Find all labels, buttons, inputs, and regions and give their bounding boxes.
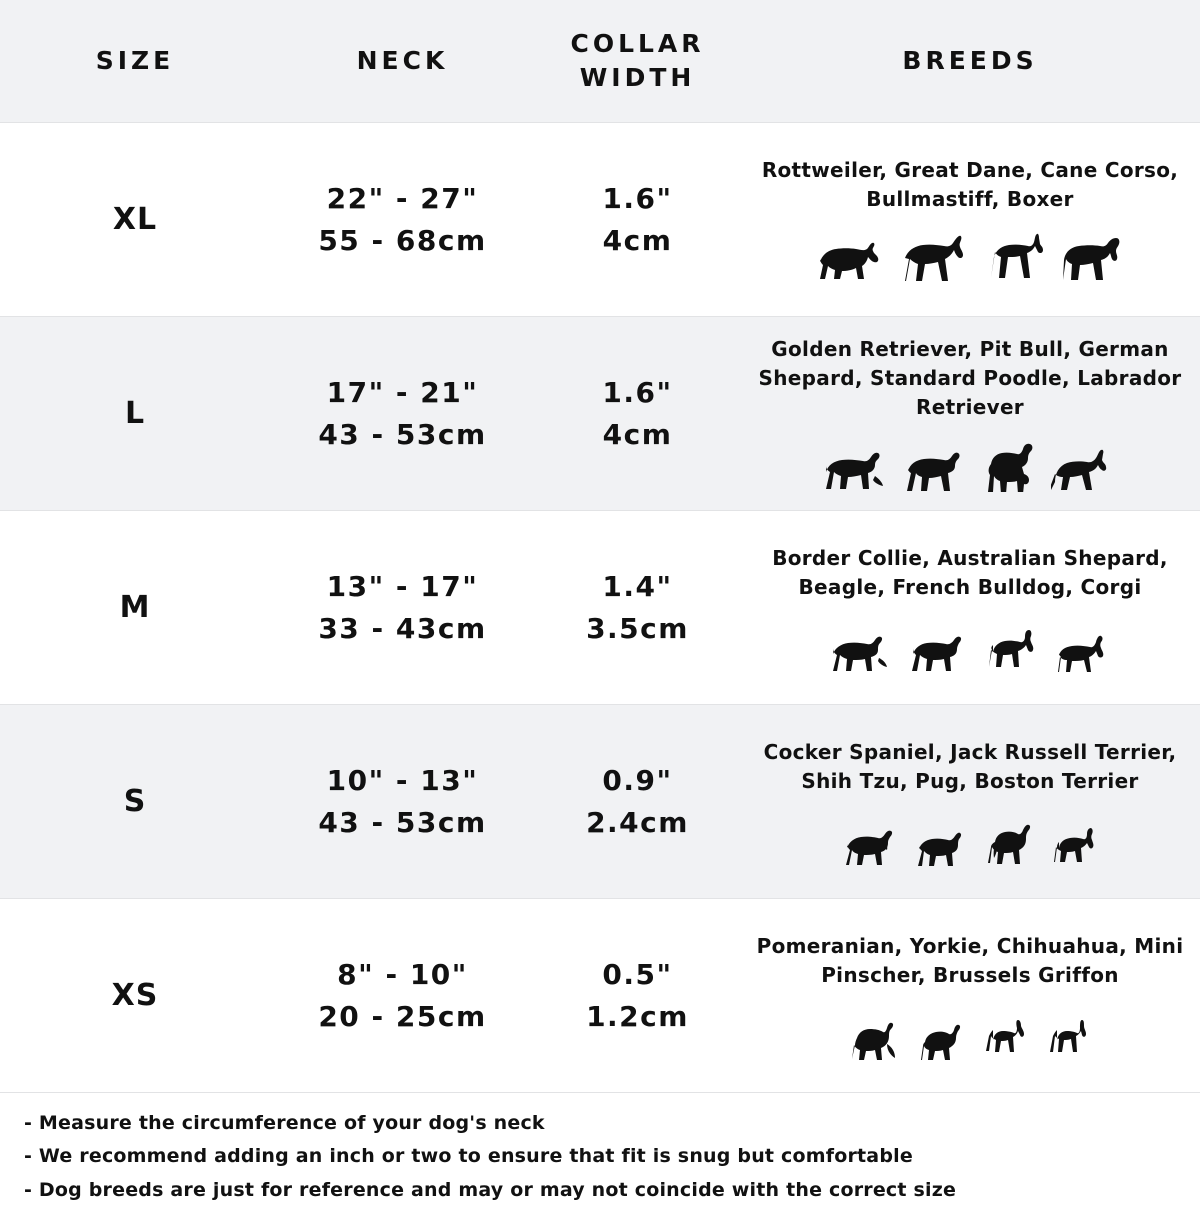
neck-cm: 20 - 25cm — [318, 999, 487, 1033]
table-row — [0, 122, 1200, 316]
breed-silhouettes — [841, 804, 1099, 866]
rottweiler-silhouette — [814, 232, 886, 284]
neck-cm: 55 - 68cm — [318, 223, 487, 257]
header-neck: NECK — [356, 46, 449, 76]
french-bulldog-silhouette — [983, 628, 1037, 672]
header-collar-width-line1: COLLAR — [570, 29, 705, 59]
poodle-silhouette — [981, 442, 1037, 492]
row-collar-width — [535, 954, 740, 1038]
breeds-text: Pomeranian, Yorkie, Chihuahua, Mini Pinscher, Brussels Griffon — [756, 933, 1184, 987]
row-neck — [270, 178, 535, 262]
row-neck — [270, 372, 535, 456]
row-collar-width — [535, 372, 740, 456]
mini-pinscher-silhouette — [1045, 1016, 1093, 1060]
breed-silhouettes — [814, 222, 1126, 284]
pomeranian-silhouette — [847, 1016, 901, 1060]
neck-inches: 10" - 13" — [326, 763, 479, 797]
neck-cm: 43 - 53cm — [318, 805, 487, 839]
size-label: XS — [111, 978, 159, 1013]
header-collar-width-line2: WIDTH — [579, 63, 696, 92]
neck-inches: 17" - 21" — [326, 375, 479, 409]
neck-inches: 8" - 10" — [337, 957, 468, 991]
table-row — [0, 510, 1200, 704]
shih-tzu-silhouette — [983, 822, 1035, 866]
header-size: SIZE — [95, 46, 175, 76]
german-shepherd-silhouette — [1051, 444, 1119, 492]
breed-silhouettes — [829, 610, 1111, 672]
header-breeds: BREEDS — [902, 46, 1038, 76]
row-collar-width — [535, 566, 740, 650]
row-size — [0, 590, 270, 625]
row-collar-width — [535, 760, 740, 844]
row-neck — [270, 954, 535, 1038]
size-label: M — [119, 590, 151, 625]
bullmastiff-silhouette — [1058, 232, 1126, 284]
corgi-silhouette — [1051, 630, 1111, 672]
table-row — [0, 704, 1200, 898]
row-size — [0, 396, 270, 431]
cocker-spaniel-silhouette — [841, 824, 899, 866]
labrador-silhouette — [903, 446, 967, 492]
width-inches: 1.6" — [602, 181, 673, 215]
beagle-silhouette — [907, 630, 969, 672]
breed-silhouettes — [847, 998, 1093, 1060]
width-cm: 1.2cm — [586, 999, 689, 1033]
row-breeds — [740, 544, 1200, 672]
width-cm: 3.5cm — [586, 611, 689, 645]
width-inches: 1.6" — [602, 375, 673, 409]
footnote-item: - Dog breeds are just for reference and may or may not coincide with the correct size — [24, 1178, 957, 1201]
row-breeds — [740, 932, 1200, 1060]
row-collar-width — [535, 178, 740, 262]
breeds-text: Cocker Spaniel, Jack Russell Terrier, Shih Tzu, Pug, Boston Terrier — [763, 739, 1177, 793]
yorkie-silhouette — [915, 1018, 967, 1060]
border-collie-silhouette — [829, 630, 893, 672]
size-label: S — [123, 784, 147, 819]
header-collar-width — [535, 27, 740, 95]
footnotes — [0, 1092, 1200, 1207]
width-cm: 2.4cm — [586, 805, 689, 839]
jack-russell-silhouette — [913, 824, 969, 866]
size-label: L — [124, 396, 146, 431]
row-neck — [270, 566, 535, 650]
table-row — [0, 316, 1200, 510]
breed-silhouettes — [821, 430, 1119, 492]
row-size — [0, 784, 270, 819]
table-header-row — [0, 0, 1200, 122]
footnote-item: - We recommend adding an inch or two to ensure that fit is snug but comfortable — [24, 1145, 913, 1168]
breeds-text: Border Collie, Australian Shepard, Beagle, French Bulldog, Corgi — [772, 545, 1168, 599]
chihuahua-silhouette — [981, 1016, 1031, 1060]
row-breeds — [740, 738, 1200, 866]
neck-inches: 22" - 27" — [326, 181, 479, 215]
size-label: XL — [112, 202, 158, 237]
row-breeds — [740, 335, 1200, 492]
width-cm: 4cm — [602, 223, 673, 257]
footnote-item: - Measure the circumference of your dog's neck — [24, 1112, 545, 1134]
great-dane-silhouette — [900, 232, 972, 284]
row-neck — [270, 760, 535, 844]
row-size — [0, 202, 270, 237]
width-inches: 0.9" — [602, 763, 673, 797]
neck-inches: 13" - 17" — [326, 569, 479, 603]
width-inches: 0.5" — [602, 957, 673, 991]
doberman-silhouette — [986, 232, 1044, 284]
width-inches: 1.4" — [602, 569, 673, 603]
neck-cm: 43 - 53cm — [318, 417, 487, 451]
row-breeds — [740, 156, 1200, 284]
breeds-text: Golden Retriever, Pit Bull, German Shepard, Standard Poodle, Labrador Retriever — [758, 337, 1182, 419]
width-cm: 4cm — [602, 417, 673, 451]
table-row — [0, 898, 1200, 1092]
pug-silhouette — [1049, 824, 1099, 866]
row-size — [0, 978, 270, 1013]
breeds-text: Rottweiler, Great Dane, Cane Corso, Bullmastiff, Boxer — [761, 157, 1179, 211]
golden-retriever-silhouette — [821, 446, 889, 492]
neck-cm: 33 - 43cm — [318, 611, 487, 645]
